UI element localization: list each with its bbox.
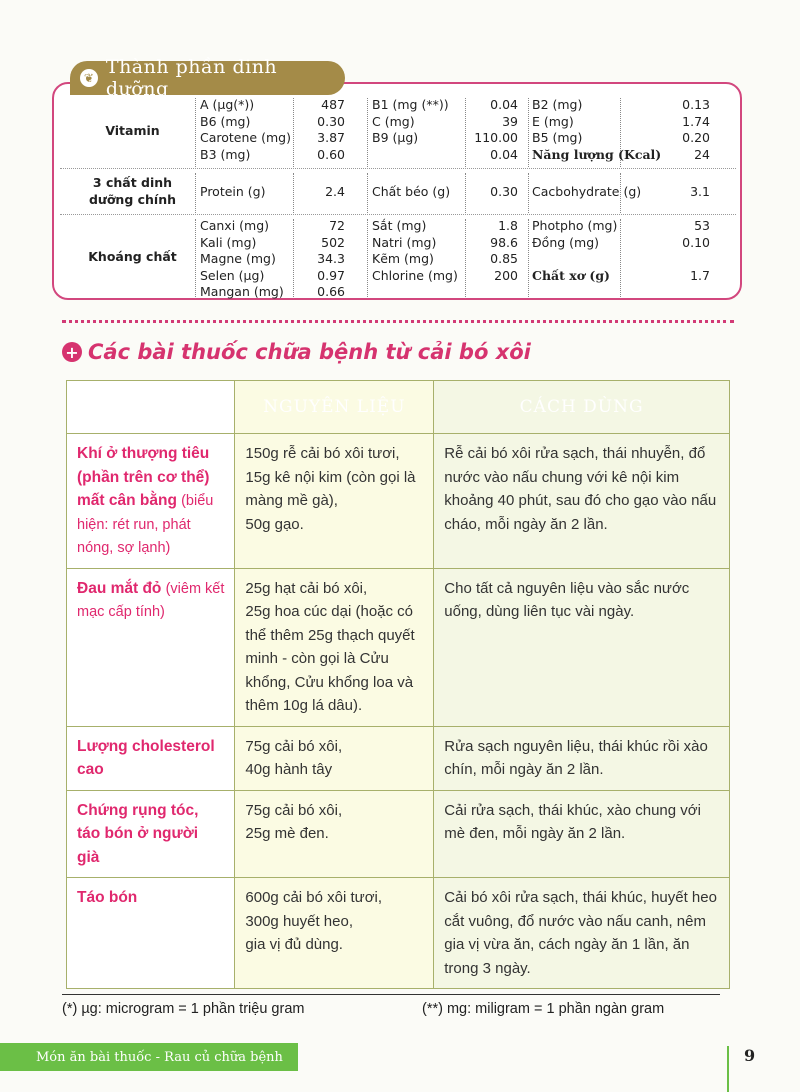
nutrition-title: Thành phần dinh dưỡng: [105, 56, 278, 100]
page-number: 9: [744, 1046, 756, 1065]
footnote-miligram: (**) mg: miligram = 1 phần ngàn gram: [422, 1001, 665, 1017]
nutrient-name: Kẽm (mg): [372, 251, 434, 266]
ingredient-line: 50g gạo.: [245, 515, 304, 533]
usage-cell: Rễ cải bó xôi rửa sạch, thái nhuyễn, đổ nước vào nấu chung với kê nội kim khoảng 40 phút, sau đó cho gạo vào nấu cháo, mỗi ngày ăn 2 lần.: [434, 434, 730, 569]
nutrient-name: E (mg): [532, 113, 574, 129]
condition-cell: [67, 434, 235, 569]
nutrition-column-divider: [528, 98, 529, 167]
condition-name: Táo bón: [77, 889, 138, 906]
header-empty: [67, 381, 235, 434]
nutrition-row-divider: [60, 214, 736, 215]
header-ingredients: NGUYÊN LIỆU: [235, 381, 434, 434]
nutrient-name: Chất xơ (g): [532, 267, 610, 283]
nutrient-name: Chlorine (mg): [372, 267, 458, 283]
nutrient-name: Magne (mg): [200, 251, 276, 266]
nutrition-column-divider: [528, 173, 529, 213]
header-usage: CÁCH DÙNG: [434, 381, 730, 434]
table-header-row: [67, 381, 730, 434]
nutrient-value: 200: [494, 267, 518, 283]
condition-name: Khí ở thượng tiêu (phần trên cơ thể) mất cân bằng: [77, 445, 210, 509]
nutrient-value: 98.6: [490, 234, 518, 250]
nutrition-title-badge: [70, 56, 345, 100]
table-row: [67, 878, 730, 989]
nutrient-value: 0.13: [682, 97, 710, 112]
nutrient-value: 34.3: [317, 251, 345, 266]
usage-cell: Cải bó xôi rửa sạch, thái khúc, huyết heo cắt vuông, đổ nước vào nấu canh, nêm gia vị vừa ăn, cách ngày ăn 1 lần, ăn trong 3 ngày.: [434, 878, 730, 989]
ingredients-cell: [235, 434, 434, 569]
nutrient-value: 0.20: [682, 130, 710, 145]
page-bar: [727, 1046, 729, 1092]
table-row: [67, 790, 730, 878]
nutrient-name: Mangan (mg): [200, 284, 284, 299]
usage-cell: Rửa sạch nguyên liệu, thái khúc rồi xào chín, mỗi ngày ăn 2 lần.: [434, 726, 730, 790]
usage-cell: Cải rửa sạch, thái khúc, xào chung với mè đen, mỗi ngày ăn 2 lần.: [434, 790, 730, 878]
ingredient-line: 150g rễ cải bó xôi tươi,: [245, 445, 400, 462]
ingredient-line: 600g cải bó xôi tươi,: [245, 889, 383, 906]
ingredient-line: 25g mè đen.: [245, 825, 329, 842]
ingredients-cell: [235, 726, 434, 790]
nutrient-value: 0.30: [317, 113, 345, 129]
condition-cell: [67, 878, 235, 989]
ingredients-cell: [235, 878, 434, 989]
nutrition-column-divider: [528, 219, 529, 297]
nutrition-column-divider: [367, 219, 368, 297]
condition-name: Đau mắt đỏ: [77, 579, 162, 597]
nutrient-name: Photpho (mg): [532, 218, 618, 233]
nutrient-value: 0.85: [490, 251, 518, 266]
nutrition-column-divider: [293, 173, 294, 213]
condition-name: Chứng rụng tóc, táo bón ở người già: [77, 801, 199, 866]
ingredient-line: 75g cải bó xôi,: [245, 737, 343, 755]
nutrition-column-divider: [195, 219, 196, 297]
nutrient-value: 110.00: [474, 130, 518, 145]
nutrient-value: 0.60: [317, 146, 345, 162]
nutrient-value: 3.87: [317, 130, 345, 145]
nutrient-value: 3.1: [690, 184, 710, 199]
nutrient-value: 1.7: [690, 267, 710, 283]
nutrient-name: Năng lượng (Kcal): [532, 146, 662, 162]
nutrient-value: 0.10: [682, 234, 710, 250]
ingredient-line: 300g huyết heo,: [245, 912, 353, 930]
nutrition-row-label: Khoáng chất: [88, 249, 177, 264]
nutrient-value: 0.04: [490, 97, 518, 112]
remedy-table: [66, 380, 730, 989]
footnote-microgram: (*) µg: microgram = 1 phần triệu gram: [62, 1001, 305, 1017]
nutrition-row-label: Vitamin: [105, 123, 160, 138]
nutrition-column-divider: [293, 98, 294, 167]
condition-note: (viêm kết mạc cấp tính): [77, 580, 225, 620]
nutrient-value: 0.04: [490, 146, 518, 162]
section-heading: [62, 340, 531, 364]
plus-icon: +: [62, 342, 82, 362]
footnote-divider: [62, 994, 720, 995]
section-title: Các bài thuốc chữa bệnh từ cải bó xôi: [88, 340, 531, 364]
nutrient-value: 487: [321, 97, 345, 112]
nutrient-value: 502: [321, 234, 345, 250]
nutrient-name: B3 (mg): [200, 146, 251, 162]
leaf-icon: ❦: [80, 69, 98, 87]
nutrient-name: B5 (mg): [532, 130, 583, 145]
ingredient-line: 25g hạt cải bó xôi,: [245, 579, 368, 597]
nutrient-name: Đồng (mg): [532, 234, 600, 250]
book-title-band: [0, 1043, 298, 1071]
ingredient-line: 40g hành tây: [245, 761, 333, 778]
table-row: [67, 726, 730, 790]
ingredient-line: 15g kê nội kim (còn gọi là màng mề gà),: [245, 468, 416, 509]
condition-note: (biểu hiện: rét run, phát nóng, sợ lạnh): [77, 493, 214, 556]
nutrient-value: 0.30: [490, 184, 518, 199]
nutrition-row-divider: [60, 168, 736, 169]
condition-name: Lượng cholesterol cao: [77, 737, 215, 778]
nutrient-name: Cacbohydrate (g): [532, 184, 642, 199]
nutrition-column-divider: [195, 173, 196, 213]
nutrient-name: B9 (µg): [372, 130, 419, 145]
remedy-table-body: [67, 434, 730, 989]
nutrient-value: 39: [502, 113, 518, 129]
nutrient-value: 72: [329, 218, 345, 233]
ingredient-line: gia vị đủ dùng.: [245, 936, 343, 953]
ingredients-cell: [235, 568, 434, 726]
nutrient-name: Kali (mg): [200, 234, 257, 250]
nutrient-name: Chất béo (g): [372, 184, 451, 199]
condition-cell: [67, 568, 235, 726]
ingredients-cell: [235, 790, 434, 878]
nutrient-value: 0.66: [317, 284, 345, 299]
nutrient-name: Carotene (mg): [200, 130, 291, 145]
nutrient-name: Sắt (mg): [372, 218, 427, 233]
nutrient-name: B6 (mg): [200, 113, 251, 129]
dotted-divider: [62, 320, 734, 323]
nutrient-name: A (µg(*)): [200, 97, 255, 112]
nutrition-column-divider: [367, 98, 368, 167]
nutrient-name: Protein (g): [200, 184, 266, 199]
nutrient-value: 24: [694, 146, 710, 162]
nutrition-column-divider: [195, 98, 196, 167]
nutrition-row-label: 3 chất dinh dưỡng chính: [88, 175, 177, 207]
nutrition-column-divider: [293, 219, 294, 297]
nutrient-value: 1.74: [682, 113, 710, 129]
nutrient-name: Canxi (mg): [200, 218, 270, 233]
nutrient-value: 0.97: [317, 267, 345, 283]
nutrient-value: 53: [694, 218, 710, 233]
nutrient-name: Natri (mg): [372, 234, 437, 250]
nutrient-name: B2 (mg): [532, 97, 583, 112]
nutrient-value: 2.4: [325, 184, 345, 199]
table-row: [67, 568, 730, 726]
ingredient-line: 75g cải bó xôi,: [245, 801, 343, 819]
condition-cell: [67, 790, 235, 878]
usage-cell: Cho tất cả nguyên liệu vào sắc nước uống, dùng liên tục vài ngày.: [434, 568, 730, 726]
book-title: Món ăn bài thuốc - Rau củ chữa bệnh: [36, 1049, 283, 1065]
nutrient-name: Selen (µg): [200, 267, 265, 283]
ingredient-line: 25g hoa cúc dại (hoặc có thể thêm 25g thạch quyết minh - còn gọi là Cửu khổng, Cửu khổng loa và thêm 10g lá dâu).: [245, 603, 415, 714]
nutrient-name: B1 (mg (**)): [372, 97, 449, 112]
condition-cell: [67, 726, 235, 790]
nutrient-name: C (mg): [372, 113, 415, 129]
nutrition-column-divider: [367, 173, 368, 213]
nutrient-value: 1.8: [498, 218, 518, 233]
table-row: [67, 434, 730, 569]
